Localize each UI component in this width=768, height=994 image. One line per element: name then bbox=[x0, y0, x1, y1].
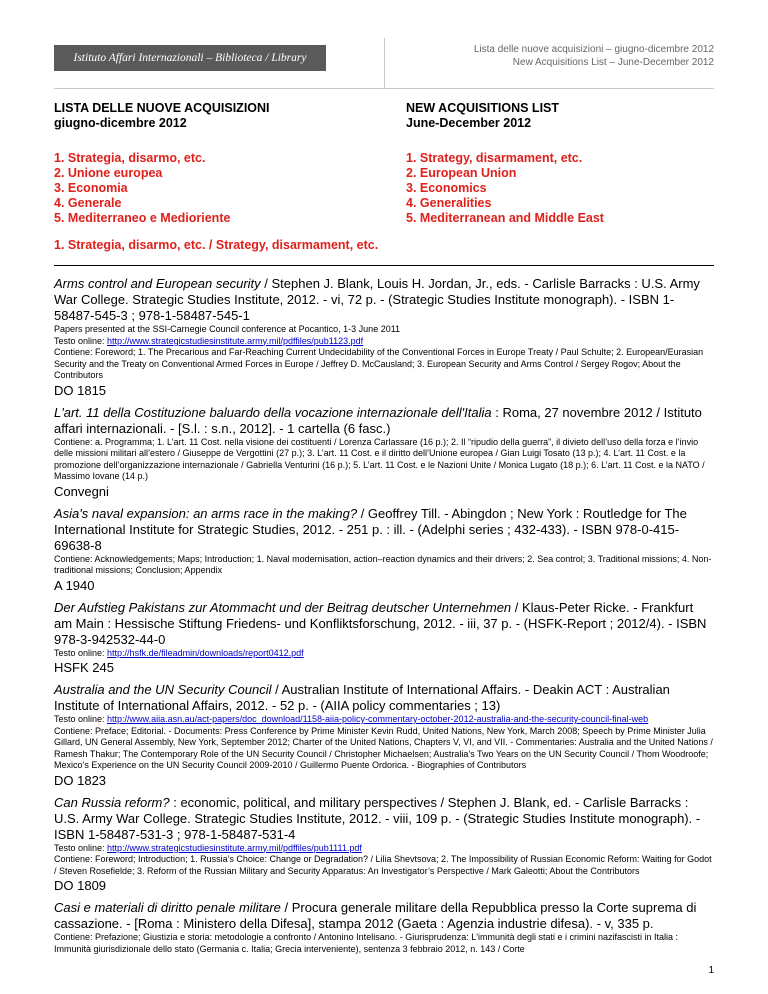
catalog-entry bbox=[54, 600, 714, 677]
entry-details: / Australian Institute of International Affairs. - Deakin ACT : Australian Institute of International Affairs, 2012. - 52 p. - (AIIA policy commentaries ; 13) bbox=[54, 682, 670, 713]
online-link[interactable]: http://www.strategicstudiesinstitute.army.mil/pdffiles/pub1123.pdf bbox=[107, 335, 364, 346]
catalog-entry bbox=[54, 276, 714, 399]
entry-online bbox=[54, 843, 714, 855]
entry-contents: Contiene: Foreword; 1. The Precarious and Far-Reaching Current Undecidability of the Conventional Forces in Europe Treaty / Paul Schulte; 2. European/Eurasian Security and the Treaty on Conventional Armed Forces in Europe / Jeffrey D. McCausland; 3. European Security and Arms Control / Sergey Rogov; About the Contributors bbox=[54, 347, 704, 380]
entry-details: / Procura generale militare della Repubblica presso la Corte suprema di cassazione. - [Roma : Ministero della Difesa], stampa 2012 (Gaeta : Agenzia industrie difesa). - v, 335 p. bbox=[54, 900, 697, 931]
section-rule bbox=[54, 265, 714, 266]
library-header-band bbox=[54, 45, 326, 71]
english-contents-item: 4. Generalities bbox=[406, 196, 492, 210]
online-link[interactable]: http://www.aiia.asn.au/act-papers/doc_download/1158-aiia-policy-commentary-october-2012-australia-and-the-security-council-final-web bbox=[107, 714, 649, 724]
online-link[interactable]: http://hsfk.de/fileadmin/downloads/report0412.pdf bbox=[107, 647, 304, 658]
catalog-entry bbox=[54, 506, 714, 594]
shelf-mark: DO 1815 bbox=[54, 382, 107, 398]
entry-title: Casi e materiali di diritto penale militare bbox=[54, 900, 281, 915]
shelf-mark: A 1940 bbox=[54, 577, 95, 593]
english-list-title: NEW ACQUISITIONS LIST bbox=[406, 101, 560, 115]
header-divider bbox=[54, 88, 714, 89]
italian-list-title: LISTA DELLE NUOVE ACQUISIZIONI bbox=[54, 101, 270, 115]
entry-contents: Contiene: Foreword; Introduction; 1. Russia’s Choice: Change or Degradation? / Lilia Shevtsova; 2. The Impossibility of Russian Economic Reform: Waiting for Godot / Steven Rosefielde; 3. Reform of the Russian Military and Security Apparatus: An Investigator’s Perspective / Mark Galeotti; About the Contributors bbox=[54, 854, 712, 876]
shelf-mark: HSFK 245 bbox=[54, 660, 114, 675]
header-right-line-1: Lista delle nuove acquisizioni – giugno-dicembre 2012 bbox=[473, 44, 714, 55]
entry-details: / Stephen J. Blank, Louis H. Jordan, Jr., eds. - Carlisle Barracks : U.S. Army War College. Strategic Studies Institute, 2012. - vi, 72 p. - (Strategic Studies Institute monograph). - ISBN 1-58487-545-3 ; 978-1-58487-545-1 bbox=[54, 276, 700, 323]
entry-title: Arms control and European security bbox=[54, 276, 261, 291]
entries-list bbox=[54, 276, 714, 961]
english-contents-list bbox=[406, 151, 726, 226]
italian-list-period: giugno-dicembre 2012 bbox=[54, 116, 187, 130]
entry-contents: Contiene: Preface; Editorial. - Documents: Press Conference by Prime Minister Kevin Rudd, United Nations, New York, March 2008; Speech by Prime Minister Julia Gillard, UN General Assembly, New York, September 2012; Charter of the United Nations, Chapters V, VI, and VII. - Commentaries: Australia and the United Nations / Ramesh Thakur; The Contemporary Role of the UN Security Council / Christopher Michaelsen; Australia’s Two Years on the UN Security Council / Thom Woodroofe; Mexico’s Experience on the UN Security Council 2009-2010 / Guillermo Puente Ordorica. - Biographies of Contributors bbox=[54, 725, 713, 770]
header-right-line-2: New Acquisitions List – June-December 2012 bbox=[512, 57, 714, 68]
online-link[interactable]: http://www.strategicstudiesinstitute.army.mil/pdffiles/pub1111.pdf bbox=[107, 842, 362, 853]
online-label: Testo online: bbox=[54, 335, 108, 346]
entry-online bbox=[54, 714, 714, 726]
entry-details: : economic, political, and military perspectives / Stephen J. Blank, ed. - Carlisle Barracks : U.S. Army War College. Strategic Studies Institute, 2012. - viii, 109 p. - (Strategic Studies Institute monograph). - ISBN 1-58487-531-3 ; 978-1-58487-531-4 bbox=[54, 794, 701, 842]
english-contents-item: 5. Mediterranean and Middle East bbox=[406, 211, 604, 225]
italian-contents-column bbox=[54, 101, 374, 226]
entry-citation bbox=[54, 276, 714, 324]
catalog-entry bbox=[54, 900, 714, 955]
entry-note: Papers presented at the SSI-Carnegie Council conference at Pocantico, 1-3 June 2011 bbox=[54, 324, 401, 334]
entry-online bbox=[54, 336, 714, 348]
entry-citation bbox=[54, 405, 714, 437]
italian-contents-item: 2. Unione europea bbox=[54, 166, 163, 180]
entry-title: Asia's naval expansion: an arms race in the making? bbox=[54, 505, 358, 521]
entry-contents: Contiene: a. Programma; 1. L’art. 11 Cost. nella visione dei costituenti / Lorenza Carlassare (16 p.); 2. Il “ripudio della guerra”, il divieto dell’uso della forza e l’invio delle missioni militari all’estero / Giuseppe de Vergottini (27 p.); 3. L’art. 11 Cost. e il diritto dell’Unione europea / Gian Luigi Tosato (13 p.); 4. L’art. 11 Cost. e la promozione dell’organizzazione internazionale / Gabriella Venturini (16 p.); 5. L’art. 11 Cost. e le Nazioni Unite / Monica Lugato (18 p.); 6. L’art. 11 Cost. e la NATO / Massimo Iovane (14 p.) bbox=[54, 436, 705, 481]
online-label: Testo online: bbox=[54, 842, 108, 853]
shelf-mark: Convegni bbox=[54, 483, 109, 499]
catalog-entry bbox=[54, 682, 714, 789]
section-heading: 1. Strategia, disarmo, etc. / Strategy, disarmament, etc. bbox=[54, 238, 379, 252]
entry-citation bbox=[54, 900, 714, 932]
english-contents-item: 2. European Union bbox=[406, 166, 517, 180]
online-label: Testo online: bbox=[54, 714, 108, 724]
entry-contents: Contiene: Prefazione; Giustizia e storia: metodologie a confronto / Antonino Intelisano. - Giurisprudenza: L'immunità degli stati e i crimini nazifascisti in Italia : Immunità giurisdizionale dello stato (Germania c. Italia; Grecia interveniente), sentenza 3 febbraio 2012, n. 143 / Corte bbox=[54, 932, 679, 954]
entry-contents: Contiene: Acknowledgements; Maps; Introduction; 1. Naval modernisation, action–reaction dynamics and their drivers; 2. Sea control; 3. Traditional missions; 4. Non-traditional missions; Conclusion; Appendix bbox=[54, 553, 712, 575]
entry-details: / Geoffrey Till. - Abingdon ; New York : Routledge for The International Institute for Strategic Studies, 2012. - 251 p. : ill. - (Adelphi series ; 432-433). - ISBN 978-0-415-69638-8 bbox=[54, 505, 687, 553]
italian-contents-item: 3. Economia bbox=[54, 181, 128, 195]
english-contents-item: 3. Economics bbox=[406, 181, 487, 195]
shelf-mark: DO 1809 bbox=[54, 878, 107, 893]
entry-citation bbox=[54, 795, 714, 843]
entry-online bbox=[54, 648, 714, 660]
online-label: Testo online: bbox=[54, 647, 108, 658]
english-contents-item: 1. Strategy, disarmament, etc. bbox=[406, 151, 583, 165]
entry-citation bbox=[54, 600, 714, 648]
entry-details: / Klaus-Peter Ricke. - Frankfurt am Main : Hessische Stiftung Friedens- und Konfliktsforschung, 2012. - iii, 37 p. - (HSFK-Report ; 2012/4). - ISBN 978-3-942532-44-0 bbox=[54, 599, 707, 647]
page-number: 1 bbox=[708, 965, 714, 976]
shelf-mark: DO 1823 bbox=[54, 772, 107, 788]
entry-citation bbox=[54, 506, 714, 554]
italian-contents-item: 4. Generale bbox=[54, 196, 122, 210]
entry-title: Der Aufstieg Pakistans zur Atommacht und der Beitrag deutscher Unternehmen bbox=[54, 599, 512, 615]
italian-contents-item: 5. Mediterraneo e Medioriente bbox=[54, 211, 231, 225]
entry-citation bbox=[54, 682, 714, 714]
library-header-text: Istituto Affari Internazionali – Biblioteca / Library bbox=[73, 52, 307, 64]
catalog-entry bbox=[54, 795, 714, 895]
english-contents-column bbox=[406, 101, 726, 226]
entry-details: : Roma, 27 novembre 2012 / Istituto affari internazionali. - [S.l. : s.n., 2012]. - 1 cartella (6 fasc.) bbox=[54, 404, 702, 436]
header-right-block bbox=[374, 43, 714, 69]
entry-title: Can Russia reform? bbox=[54, 794, 170, 810]
english-list-period: June-December 2012 bbox=[406, 116, 532, 130]
entry-title: L'art. 11 della Costituzione baluardo della vocazione internazionale dell'Italia bbox=[54, 404, 492, 420]
catalog-entry bbox=[54, 405, 714, 500]
italian-contents-list bbox=[54, 151, 374, 226]
entry-title: Australia and the UN Security Council bbox=[54, 682, 272, 697]
italian-contents-item: 1. Strategia, disarmo, etc. bbox=[54, 151, 206, 165]
